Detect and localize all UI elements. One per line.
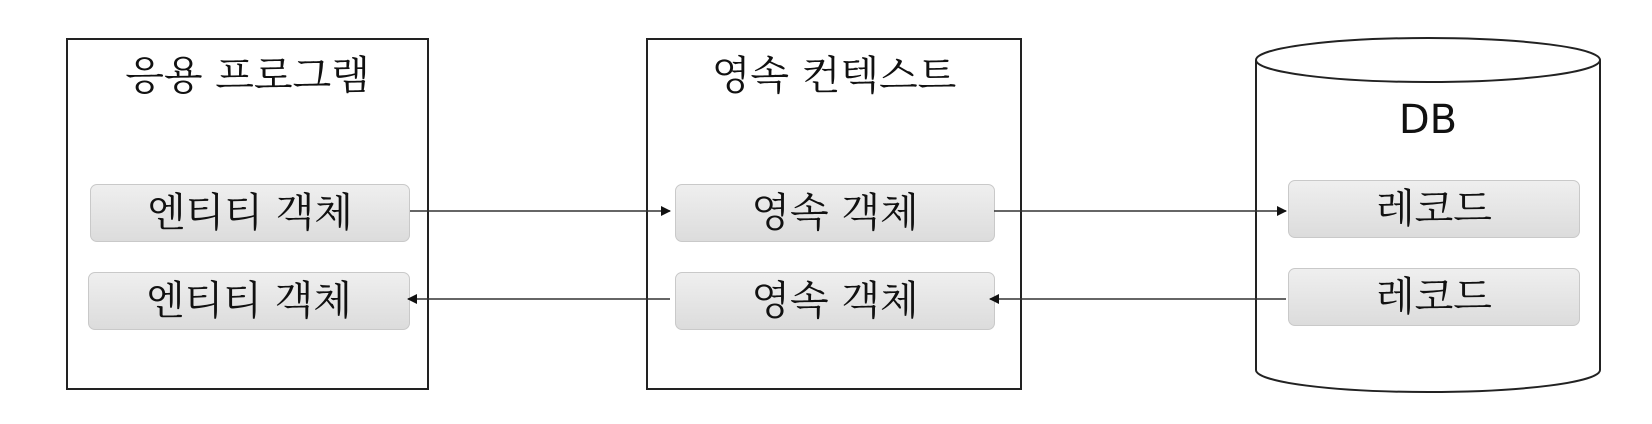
- db-cylinder: [1246, 36, 1610, 396]
- app-entity-object-top: 엔티티 객체: [90, 184, 410, 242]
- db-record-top: 레코드: [1288, 180, 1580, 238]
- application-title: 응용 프로그램: [125, 53, 370, 99]
- persistence-context-box: [646, 38, 1022, 390]
- db-title: DB: [1398, 97, 1458, 143]
- app-entity-object-bottom: 엔티티 객체: [88, 272, 410, 330]
- application-box: [66, 38, 429, 390]
- persistent-object-top: 영속 객체: [675, 184, 995, 242]
- persistent-object-bottom: 영속 객체: [675, 272, 995, 330]
- db-record-bottom: 레코드: [1288, 268, 1580, 326]
- persistence-context-title: 영속 컨텍스트: [711, 53, 957, 99]
